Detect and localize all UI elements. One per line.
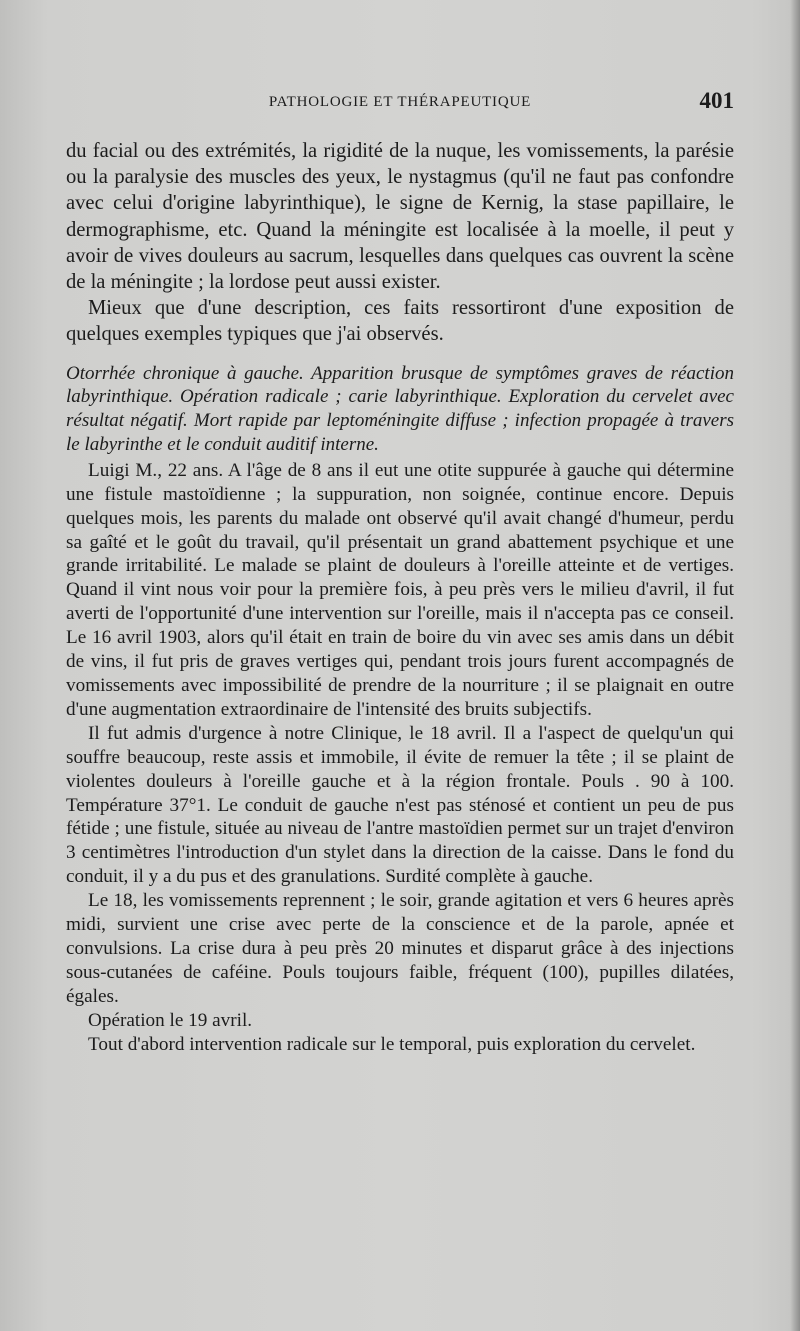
body-text (66, 138, 734, 1056)
running-head: PATHOLOGIE ET THÉRAPEUTIQUE (268, 94, 532, 110)
paragraph-4: Il fut admis d'urgence à notre Clinique, le 18 avril. Il a l'aspect de quelqu'un qui souffre beaucoup, reste assis et immobile, il évite de remuer la tête ; il se plaint de violentes douleurs à l'oreille gauche et à la région frontale. Pouls . 90 à 100. Température 37°1. Le conduit de gauche n'est pas sténosé et contient un peu de pus fétide ; une fistule, située au niveau de l'antre mastoïdien permet sur un trajet d'environ 3 centimètres l'introduction d'un stylet dans la direction de la caisse. Dans le fond du conduit, il y a du pus et des granulations. Surdité complète à gauche. (66, 722, 734, 888)
case-summary: Otorrhée chronique à gauche. Apparition brusque de symptômes graves de réaction labyrinthique. Opération radicale ; carie labyrinthique. Exploration du cervelet avec résultat négatif. Mort rapide par leptoméningite diffuse ; infection propagée à travers le labyrinthe et le conduit auditif interne. (66, 362, 734, 456)
paragraph-2: Mieux que d'une description, ces faits ressortiront d'une exposition de quelques exemples typiques que j'ai observés. (66, 297, 734, 346)
page-header (66, 88, 734, 118)
page-edge-shadow (790, 0, 800, 1331)
paragraph-1: du facial ou des extrémités, la rigidité de la nuque, les vomissements, la parésie ou la paralysie des muscles des yeux, le nystagmus (qu'il ne faut pas confondre avec celui d'origine labyrinthique), le signe de Kernig, la stase papillaire, le dermographisme, etc. Quand la méningite est localisée à la moelle, il peut y avoir de vives douleurs au sacrum, lesquelles dans quelques cas ouvrent la scène de la méningite ; la lordose peut aussi exister. (66, 140, 734, 294)
paragraph-7: Tout d'abord intervention radicale sur le temporal, puis exploration du cervelet. (88, 1033, 696, 1055)
paragraph-6: Opération le 19 avril. (88, 1009, 253, 1031)
paragraph-3: Luigi M., 22 ans. A l'âge de 8 ans il eut une otite suppurée à gauche qui détermine une fistule mastoïdienne ; la suppuration, non soignée, continue encore. Depuis quelques mois, les parents du malade ont observé qu'il avait changé d'humeur, perdu sa gaîté et le goût du travail, qu'il présentait un grand abattement psychique et une grande irritabilité. Le malade se plaint de douleurs à l'oreille atteinte et de vertiges. Quand il vint nous voir pour la première fois, à peu près vers le milieu d'avril, il fut averti de l'opportunité d'une intervention sur l'oreille, mais il n'accepta pas ce conseil. Le 16 avril 1903, alors qu'il était en train de boire du vin avec ses amis dans un débit de vins, il fut pris de graves vertiges qui, pendant trois jours furent accompagnés de vomissements avec impossibilité de prendre de la nourriture ; il se plaignait en outre d'une augmentation extraordinaire de l'intensité des bruits subjectifs. (66, 459, 734, 720)
page-number: 401 (699, 88, 734, 113)
paragraph-5: Le 18, les vomissements reprennent ; le soir, grande agitation et vers 6 heures après midi, survient une crise avec perte de la conscience et de la parole, apnée et convulsions. La crise dura à peu près 20 minutes et disparut grâce à des injections sous-cutanées de caféine. Pouls toujours faible, fréquent (100), pupilles dilatées, égales. (66, 890, 734, 1007)
